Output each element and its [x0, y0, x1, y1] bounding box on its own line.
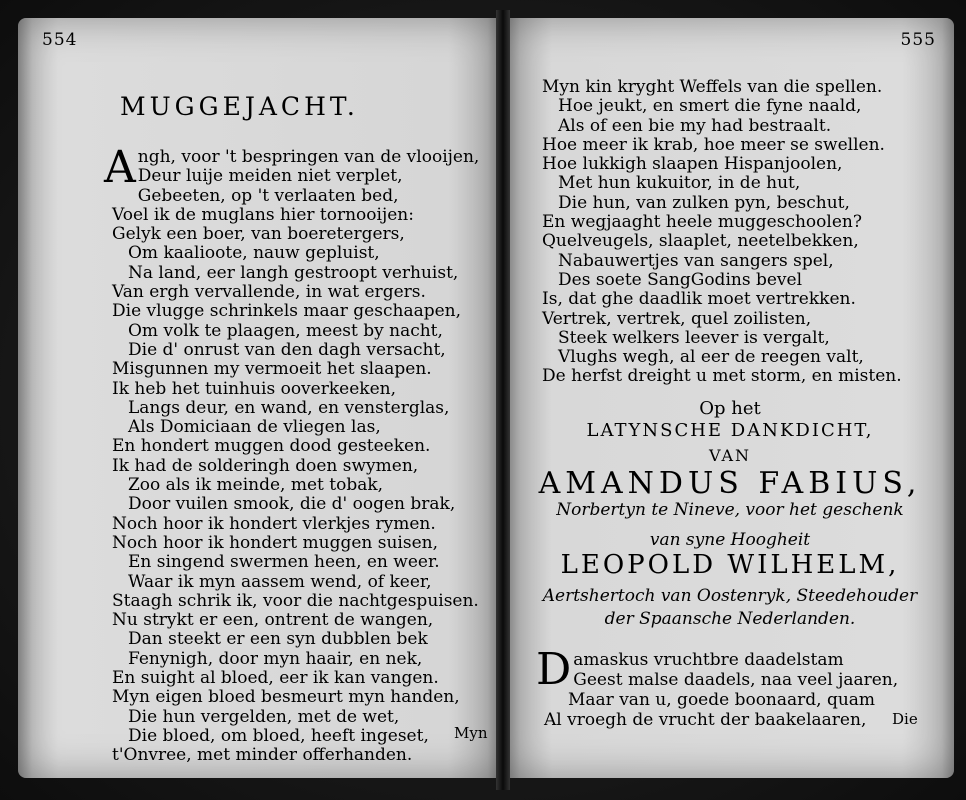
dedication-heading-patron: LEOPOLD WILHELM, [560, 550, 900, 580]
verse-line [542, 232, 902, 251]
dedication-heading-line-2: LATYNSCHE DANKDICHT, [586, 420, 874, 441]
right-poem-verse [542, 78, 902, 387]
verse-line-text: Fenynigh, door myn haair, en nek, [128, 648, 423, 669]
verse-line-text: Nabauwertjes van sangers spel, [558, 250, 834, 271]
verse-line-text: Die vlugge schrinkels maar geschaapen, [112, 301, 462, 322]
verse-line-text: Langs deur, en wand, en vensterglas, [128, 397, 450, 418]
left-page-number: 554 [42, 30, 78, 50]
verse-line-text: Vlughs wegh, al eer de reegen valt, [558, 347, 864, 368]
verse-line-text: Na land, eer langh gestroopt verhuist, [128, 262, 459, 283]
verse-line [112, 206, 472, 225]
verse-line [112, 360, 472, 379]
dedication-heading-line-1: Op het [699, 398, 761, 419]
verse-line [112, 302, 472, 321]
verse-line-text: Gelyk een boer, van boeretergers, [112, 224, 405, 245]
verse-line [112, 418, 472, 437]
verse-line [542, 174, 902, 193]
verse-line [542, 310, 902, 329]
verse-line [112, 495, 472, 514]
verse-line [542, 252, 902, 271]
verse-line [112, 573, 472, 592]
verse-line-text: En hondert muggen dood gesteeken. [112, 436, 431, 457]
verse-line-text: Myn kin kryght Weffels van die spellen. [542, 77, 883, 97]
verse-line [112, 746, 472, 765]
verse-line-text: Als Domiciaan de vliegen las, [128, 417, 381, 438]
drop-capital: D [536, 644, 572, 695]
verse-line [112, 669, 472, 688]
verse-line-text: Hoe jeukt, en smert die fyne naald, [558, 96, 862, 117]
verse-line [112, 590, 479, 611]
verse-line-text: Deur luije meiden niet verplet, [137, 166, 403, 187]
verse-line-text: Steek welkers leever is vergalt, [558, 327, 830, 348]
verse-line [112, 225, 472, 244]
poem-title: MUGGEJACHT. [120, 92, 359, 121]
verse-line [542, 348, 902, 367]
verse-line [112, 437, 472, 456]
verse-line-text: Noch hoor ik hondert muggen suisen, [112, 532, 439, 553]
verse-line [112, 688, 472, 707]
verse-line [112, 611, 472, 630]
right-catchword: Die [892, 710, 918, 728]
verse-line [542, 78, 902, 97]
dedication-heading-line-8: Aertshertoch van Oostenryk, Steedehouder [542, 586, 918, 606]
dedication-heading-line-5: Norbertyn te Nineve, voor het geschenk [556, 500, 904, 520]
verse-line [112, 515, 472, 534]
verse-line-text: ngh, voor 't bespringen van de vlooijen, [137, 147, 480, 167]
verse-line-text: Des soete SangGodins bevel [558, 269, 803, 290]
verse-line [112, 322, 472, 341]
dedication-heading-line-3: VAN [708, 446, 752, 465]
left-catchword: Myn [454, 724, 488, 742]
verse-line-text: Hoe lukkigh slaapen Hispanjoolen, [542, 154, 843, 175]
verse-line [542, 155, 902, 174]
verse-line [542, 194, 902, 213]
verse-line-text: Zoo als ik meinde, met tobak, [128, 475, 384, 496]
verse-line [112, 244, 472, 263]
verse-line-text: amaskus vruchtbre daadelstam [573, 650, 844, 670]
verse-line-text: Maar van u, goede boonaard, quam [568, 690, 876, 710]
verse-line [542, 367, 902, 386]
verse-line [112, 630, 472, 649]
verse-line [112, 708, 472, 727]
drop-capital: A [104, 142, 136, 193]
verse-line-text: Quelveugels, slaaplet, neetelbekken, [542, 231, 859, 252]
verse-line-text: Om kaalioote, nauw gepluist, [128, 243, 380, 264]
verse-line-text: Hoe meer ik krab, hoe meer se swellen. [542, 134, 885, 155]
verse-line-text: Staagh schrik ik, voor die nachtgespuisen. [112, 590, 479, 611]
book-gutter [496, 10, 510, 790]
verse-line [542, 117, 902, 136]
verse-line [542, 97, 902, 116]
verse-line [112, 264, 472, 283]
verse-line [112, 650, 472, 669]
dedication-heading-line-9: der Spaansche Nederlanden. [604, 609, 856, 629]
verse-line-text: Als of een bie my had bestraalt. [558, 115, 832, 136]
verse-line-text: Van ergh vervallende, in wat ergers. [112, 282, 426, 303]
verse-line-text: Dan steekt er een syn dubblen bek [128, 629, 428, 650]
verse-line-text: Die hun vergelden, met de wet, [128, 706, 400, 727]
verse-line-text: Voel ik de muglans hier tornooijen: [112, 204, 414, 225]
verse-line [112, 534, 472, 553]
verse-line-text: Vertrek, vertrek, quel zoilisten, [542, 308, 812, 329]
verse-line-text: Gebeeten, op 't verlaaten bed, [137, 185, 399, 206]
verse-line [112, 380, 472, 399]
verse-line [112, 476, 472, 495]
verse-line-text: De herfst dreight u met storm, en misten. [542, 366, 902, 387]
verse-line-text: En wegjaaght heele muggeschoolen? [542, 212, 862, 233]
verse-line-text: Ik had de solderingh doen swymen, [112, 455, 419, 476]
verse-line-text: Is, dat ghe daadlik moet vertrekken. [542, 289, 856, 310]
verse-line-text: Geest malse daadels, naa veel jaaren, [573, 670, 899, 690]
dedication-heading-line-6: van syne Hoogheit [649, 530, 811, 550]
verse-line-text: Door vuilen smook, die d' oogen brak, [128, 494, 456, 515]
verse-line-text: En suight al bloed, eer ik kan vangen. [112, 668, 439, 689]
verse-line [112, 457, 472, 476]
verse-line-text: En singend swermen heen, en weer. [128, 552, 440, 573]
verse-line-text: Al vroegh de vrucht der baakelaaren, [544, 710, 867, 730]
verse-line [544, 670, 904, 690]
verse-line [542, 271, 902, 290]
left-poem-verse [104, 142, 480, 766]
verse-line [542, 136, 902, 155]
verse-line-text: Die hun, van zulken pyn, beschut, [558, 192, 850, 213]
verse-line [542, 329, 902, 348]
verse-line-text: Noch hoor ik hondert vlerkjes rymen. [112, 513, 436, 534]
verse-line [112, 341, 472, 360]
verse-line [112, 283, 472, 302]
verse-line-text: Met hun kukuitor, in de hut, [558, 173, 801, 194]
verse-line [544, 710, 904, 730]
right-page-number: 555 [900, 30, 936, 50]
verse-line-text: t'Onvree, met minder offerhanden. [112, 745, 413, 766]
verse-line-text: Nu strykt er een, ontrent de wangen, [112, 610, 434, 631]
verse-line [544, 690, 904, 710]
verse-line [542, 213, 902, 232]
second-poem-verse [536, 644, 904, 730]
verse-line-text: Die d' onrust van den dagh versacht, [128, 339, 446, 360]
verse-line-text: Die bloed, om bloed, heeft ingeset, [128, 725, 429, 746]
verse-line-text: Misgunnen my vermoeit het slaapen. [112, 359, 432, 380]
verse-line [112, 727, 472, 746]
verse-line [112, 399, 472, 418]
verse-line [112, 167, 472, 186]
dedication-heading-name: AMANDUS FABIUS, [538, 466, 922, 501]
verse-line-text: Myn eigen bloed besmeurt myn handen, [112, 687, 460, 708]
verse-line [112, 553, 472, 572]
verse-line [542, 290, 902, 309]
verse-line-text: Waar ik myn aassem wend, of keer, [128, 571, 432, 592]
verse-line-text: Om volk te plaagen, meest by nacht, [128, 320, 443, 341]
verse-line-text: Ik heb het tuinhuis ooverkeeken, [112, 378, 396, 399]
verse-line [112, 187, 472, 206]
